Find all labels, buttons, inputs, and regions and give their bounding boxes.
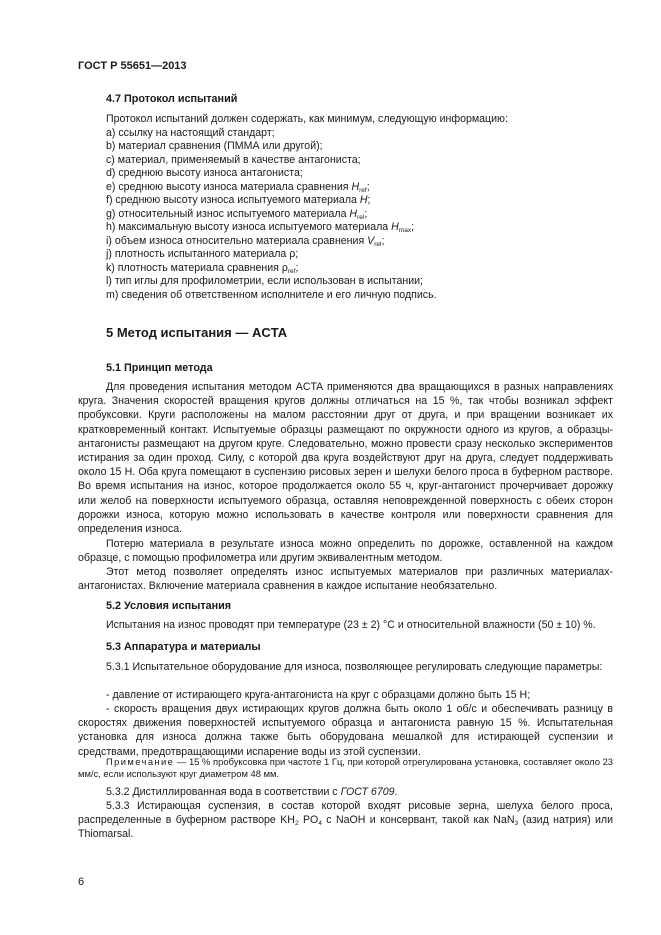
- paragraph-material-loss: Потерю материала в результате износа можно определить по дорожке, оставленной на каждом образце, с помощью профилометра или другим эквивалентным методом.: [78, 538, 613, 565]
- note-label: Примечание: [106, 756, 175, 767]
- section-5-2-title: 5.2 Условия испытания: [106, 600, 232, 612]
- protocol-item-a: a) ссылку на настоящий стандарт;: [106, 126, 275, 139]
- protocol-item-e: e) среднюю высоту износа материала сравнения $H_{ref}$;: [106, 180, 370, 194]
- section-5-3-title: 5.3 Аппаратура и материалы: [106, 641, 261, 653]
- standard-number: ГОСТ Р 55651—2013: [78, 60, 187, 72]
- paragraph-principle: Для проведения испытания методом ACTA применяются два вращающихся в разных направлениях круга. Значения скоростей вращения кругов должны отличаться на 15 %, так чтобы возникал эффект пробуксовки. Круги расположены на малом расстоянии друг от друга, и при вращении возникает их кратковременный контакт. Испытуемые образцы размещают по окружности одного из кругов, а образцы-антагонисты размещают на другом круге. Следовательно, можно провести сразу несколько экспериментов истирания за один проход. Силу, с которой два круга воздействуют друг на друга, следует поддерживать около 15 Н. Оба круга помещают в суспензию рисовых зерен и шелухи белого проса в буферном растворе. Во время испытания на износ, которое продолжается около 55 ч, круг-антагонист прочерчивает дорожку или желоб на поверхности испытуемого образца, оставляя неповрежденной поверхность с обеих сторон дорожки износа, которую можно использовать в качестве контроля или поверхности сравнения для определения износа.: [78, 381, 613, 536]
- section-4-7-title: 4.7 Протокол испытаний: [106, 93, 238, 105]
- note-text: — 15 % пробуксовка при частоте 1 Гц, при которой отрегулирована установка, составляет около 23 мм/с, если используют круг диаметром 48 мм.: [78, 756, 613, 780]
- paragraph-5-3-3: 5.3.3 Истирающая суспензия, в состав которой входят рисовые зерна, шелуха белого проса, распределенные в буферном растворе $KH_2$ $PO_4$ с NaOH и консервант, такой как NaN$_3$ (азид натрия) или Thiomarsal.: [78, 800, 614, 841]
- section-5-title: 5 Метод испытания — ACTA: [106, 325, 288, 340]
- paragraph-5-3-1: 5.3.1 Испытательное оборудование для износа, позволяющее регулировать следующие параметры:: [106, 661, 603, 673]
- section-5-1-title: 5.1 Принцип метода: [106, 362, 213, 374]
- paragraph-method-scope: Этот метод позволяет определять износ испытуемых материалов при различных материалах-антагонистах. Включение материала сравнения в каждое испытание необязательно.: [78, 566, 613, 593]
- protocol-item-m: m) сведения об ответственном исполнителе и его личную подпись.: [106, 288, 437, 301]
- protocol-item-i: i) объем износа относительно материала сравнения $V_{rel}$;: [106, 234, 385, 248]
- protocol-item-f: f) среднюю высоту износа испытуемого материала H;: [106, 194, 371, 206]
- protocol-item-h: h) максимальную высоту износа испытуемого материала $H_{max}$;: [106, 221, 415, 234]
- paragraph-5-3-2: 5.3.2 Дистиллированная вода в соответствии с ГОСТ 6709.: [106, 786, 398, 798]
- protocol-item-j: j) плотность испытанного материала ρ;: [106, 248, 299, 260]
- gost-reference: ГОСТ 6709: [340, 786, 395, 798]
- paragraph-5-3-1-pressure: - давление от истирающего круга-антагониста на круг с образцами должно быть 15 Н;: [106, 689, 531, 701]
- protocol-item-g: g) относительный износ испытуемого материала $H_{rel}$;: [106, 207, 368, 221]
- protocol-item-b: b) материал сравнения (ПММА или другой);: [106, 140, 323, 152]
- page-number: 6: [78, 876, 85, 888]
- protocol-item-d: d) среднюю высоту износа антагониста;: [106, 167, 303, 179]
- protocol-item-k: k) плотность материала сравнения $\rho_{ref}$;: [106, 261, 299, 275]
- protocol-item-c: c) материал, применяемый в качестве антагониста;: [106, 153, 361, 166]
- protocol-item-l: l) тип иглы для профилометрии, если использован в испытании;: [106, 275, 423, 287]
- paragraph-conditions: Испытания на износ проводят при температуре (23 ± 2) °С и относительной влажности (50 ± 10) %.: [106, 619, 596, 631]
- protocol-list: [106, 113, 508, 302]
- note: [78, 756, 613, 781]
- protocol-intro: Протокол испытаний должен содержать, как минимум, следующую информацию:: [106, 113, 508, 125]
- paragraph-5-3-1-speed: - скорость вращения двух истирающих кругов должна быть около 1 об/с и обеспечивать разницу в скоростях движения поверхностей испытуемого образца и антагониста равную 15 %. Испытательная установка для износа должна также быть оборудована мешалкой для истирающей суспензии и средствами, предотвращающими испарение воды из этой суспензии.: [78, 703, 613, 758]
